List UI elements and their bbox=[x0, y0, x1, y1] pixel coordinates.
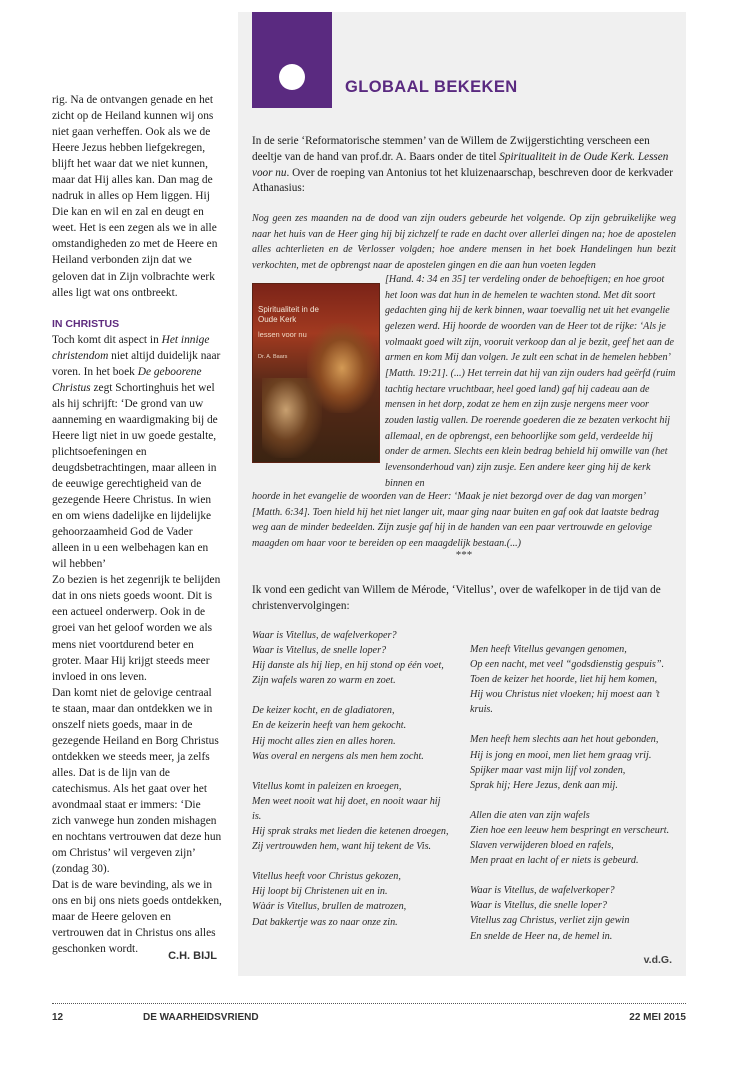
poem-stanza bbox=[252, 703, 452, 763]
book-cover-author: Dr. A. Baars bbox=[258, 354, 288, 360]
poem-line: De keizer kocht, en de gladiatoren, bbox=[252, 705, 395, 717]
section-badge bbox=[252, 12, 332, 108]
poem-line: Hij is jong en mooi, men liet hem graag vrij. bbox=[470, 749, 652, 761]
poem-intro: Ik vond een gedicht van Willem de Mérode, ‘Vitellus’, over de wafelkoper in de tijd van de christenvervolgingen: bbox=[252, 584, 661, 612]
signoff-initials: v.d.G. bbox=[643, 954, 672, 966]
author-name: C.H. BIJL bbox=[168, 950, 217, 962]
panel-title: GLOBAAL BEKEKEN bbox=[345, 78, 518, 96]
poem-stanza bbox=[470, 883, 670, 943]
poem-line: Zien hoe een leeuw hem bespringt en verscheurt. bbox=[470, 824, 670, 836]
poem-line: Hij mocht alles zien en alles horen. bbox=[252, 735, 396, 747]
poem-column-left bbox=[252, 628, 452, 945]
left-column bbox=[52, 92, 222, 957]
issue-date: 22 MEI 2015 bbox=[629, 1012, 686, 1023]
separator-stars: *** bbox=[455, 549, 473, 561]
book-cover-subtitle: lessen voor nu bbox=[258, 330, 307, 339]
page-number: 12 bbox=[52, 1012, 64, 1023]
poem-line: En snelde de Heer na, de hemel in. bbox=[470, 930, 613, 942]
poem-line: Waar is Vitellus, de snelle loper? bbox=[252, 645, 387, 657]
magazine-name: DE WAARHEIDSVRIEND bbox=[143, 1012, 259, 1023]
poem-line: Hij wou Christus niet vloeken; hij moest aan ’t kruis. bbox=[470, 689, 660, 716]
poem-line: Vitellus komt in paleizen en kroegen, bbox=[252, 780, 402, 792]
poem-stanza bbox=[470, 732, 670, 792]
poem-line: Slaven verwijderen bloed en rafels, bbox=[470, 840, 614, 852]
intro-text: In de serie ‘Reformatorische stemmen’ van de Willem de Zwijgerstichting verscheen een deeltje van de hand van prof.dr. A. Baars onder de titel bbox=[252, 135, 650, 163]
book-cover-image bbox=[252, 283, 380, 463]
poem-line: En de keizerin heeft van hem gekocht. bbox=[252, 720, 407, 732]
paragraph-text: niet altijd duidelijk naar voren. In het boek bbox=[52, 349, 221, 378]
section-heading: IN CHRISTUS bbox=[52, 317, 120, 330]
poem-line: Toen de keizer het hoorde, liet hij hem komen, bbox=[470, 674, 658, 686]
poem-stanza bbox=[252, 779, 452, 854]
poem-line: Allen die aten van zijn wafels bbox=[470, 809, 590, 821]
quote-bottom: hoorde in het evangelie de woorden van de Heer: ‘Maak je niet bezorgd over de dag van morgen’ [Matth. 6:34]. Toen hield hij het niet langer uit, maar ging naar buiten en gaf ook dat laatste bedrag weg aan de minder bedeelden. Zijn zusje gaf hij in de handen van een paar vertrouwde en gelovige maagden om haar voor te bereiden op een maagdelijk bestaan.(...) bbox=[252, 491, 659, 549]
left-paragraph-1: rig. Na de ontvangen genade en het zicht op de Heiland kunnen wij ons niet gaan verheffen. Ook als we de Heere Jezus hebben liefgekregen, blijft het waar dat we niet kunnen, maar dat Hij alles kan. Dan mag de nadruk in alles op Hem liggen. Hij Die kan en wil en zal en deugt en weet. Het is een zegen als we in alle omstandigheden zo met de Heere en Heiland verbonden zijn dat we geloven dat in Zijn volbrachte werk alles ligt wat ons ontbreekt. bbox=[52, 94, 218, 299]
left-paragraph-5: Dat is de ware bevinding, als we in ons en bij ons niets goeds ontdekken, maar de Heere geloven en vertrouwen dat in Christus ons alles geschonken wordt. bbox=[52, 879, 222, 956]
footer-divider bbox=[52, 1003, 686, 1004]
poem-line: Waar is Vitellus, de wafelverkoper? bbox=[252, 630, 397, 641]
book-title-italic: Het innige christendom bbox=[52, 333, 210, 362]
poem-line: Was overal en nergens als men hem zocht. bbox=[252, 750, 424, 762]
poem-stanza bbox=[470, 642, 670, 717]
quote-beside-book: [Hand. 4: 34 en 35] ter verdeling onder de behoeftigen; en hoe groot het loon was dat hun in de hemelen te wachten stond. Met dit soort gedachten ging hij de kerk binnen, waar toevallig net uit het evangelie gelezen werd. Hij hoorde de woorden van de Heer tot de rijke: ‘Als je volmaakt goed wilt zijn, vooruit verkoop dan al je bezit, geef het aan de armen en kom Mij dan volgen. Je zult een schat in de hemelen hebben’ [Matth. 19:21]. (...) Het terrein dat hij van zijn ouders had geërfd (ruim tachtig hectare vruchtbaar, heel goed land) gaf hij cadeau aan de mensen in het dorp, zodat ze hem en zijn zusje nergens meer voor zouden lastig vallen. De roerende goederen die ze bezaten verkocht hij allemaal, en de opbrengst, een behoorlijke som geld, verdeelde hij onder de armen. Slechts een klein bedrag behield hij omwille van (het levensonderhoud van) zijn zusje. Een andere keer ging hij de kerk binnen en bbox=[385, 274, 676, 489]
paragraph-text: Toch komt dit aspect in bbox=[52, 333, 162, 346]
poem-line: Men praat en lacht of er niets is gebeurd. bbox=[470, 855, 639, 867]
left-paragraph-3: Zo bezien is het zegenrijk te belijden dat in ons niets goeds woont. Dit is een actueel onderwerp. Ook in de groei van het geloof worden we als mens niet voortdurend beter en groter. Maar Hij krijgt steeds meer invloed in ons leven. bbox=[52, 574, 221, 683]
book-title-italic: De geboorene Christus bbox=[52, 365, 202, 394]
poem-line: Zij vertrouwden hem, want hij tekent de Vis. bbox=[252, 841, 432, 853]
intro-paragraph bbox=[252, 134, 676, 197]
quote-top: Nog geen zes maanden na de dood van zijn ouders gebeurde het volgende. Op zijn gebruikelijke weg naar het huis van de Heer ging hij bij zichzelf te rade en dacht over allerlei dingen na; hoe de apostelen alles achterlieten en de Verlosser volgden; hoe andere mensen in het boek Handelingen hun bezit verkochten, met de opbrengst naar de apostelen gingen en die aan hun voeten legden bbox=[252, 213, 676, 271]
intro-text: . Over de roeping van Antonius tot het kluizenaarschap, beschreven door de kerkvader Athanasius: bbox=[252, 166, 673, 195]
poem-stanza bbox=[252, 628, 452, 688]
poem-line: Op een nacht, met veel “godsdienstig gespuis”. bbox=[470, 659, 665, 671]
poem-stanza bbox=[252, 869, 452, 929]
poem-line: Spijker maar vast mijn lijf vol zonden, bbox=[470, 764, 626, 776]
poem-line: Zijn wafels waren zo warm en zoet. bbox=[252, 675, 396, 687]
poem-line: Dat bakkertje was zo naar onze zin. bbox=[252, 916, 398, 928]
cover-painting-figure bbox=[262, 378, 322, 458]
poem-line: Men heeft Vitellus gevangen genomen, bbox=[470, 644, 627, 655]
poem-stanza bbox=[470, 808, 670, 868]
poem-line: Men heeft hem slechts aan het hout gebonden, bbox=[470, 734, 659, 746]
poem-line: Waar is Vitellus, de wafelverkoper? bbox=[470, 885, 615, 897]
left-paragraph-2 bbox=[52, 332, 222, 573]
poem-line: Hij sprak straks met lieden die ketenen droegen, bbox=[252, 826, 449, 838]
poem-line: Hij danste als hij liep, en hij stond op één voet, bbox=[252, 660, 444, 672]
poem-line: Men weet nooit wat hij doet, en nooit waar hij is. bbox=[252, 795, 441, 822]
book-title-italic: Spiritualiteit in de Oude Kerk. Lessen voor nu bbox=[252, 150, 669, 179]
poem-line: Vitellus heeft voor Christus gekozen, bbox=[252, 871, 401, 883]
book-cover-title: Spiritualiteit in de Oude Kerk bbox=[258, 305, 319, 324]
poem-line: Sprak hij; Here Jezus, denk aan mij. bbox=[470, 779, 618, 791]
left-paragraph-4: Dan komt niet de gelovige centraal te staan, maar dan ontdekken we in onszelf niets goeds, maar in de gezegende Heiland en Borg Christus ontdekken we steeds meer, ja zelfs alles. Dat is de lijn van de catechismus. Als het gaat over het avondmaal staat er immers: ‘Die zich vanwege hun zonden mishagen en nochtans vertrouwen dat deze hun om Christus’ wil vergeven zijn’ (zondag 30). bbox=[52, 686, 222, 876]
poem-line: Vitellus zag Christus, verliet zijn gewin bbox=[470, 915, 630, 927]
poem-line: Wàár is Vitellus, brullen de matrozen, bbox=[252, 901, 407, 913]
poem-column-right bbox=[470, 642, 670, 959]
paragraph-text: zegt Schortinghuis het wel als hij schrijft: ‘De grond van uw aanneming en waardigmaking bij de Heere ligt niet in uw goede gestalte, plichtsoefeningen en deugdsbetrachtingen, maar alleen in de eeuwige gerechtigheid van de gezegende Heere Christus. In wien en om wiens dadelijke en lijdelijke gehoorzaamheid God de Vader alleen in u een welbehagen kan en wil hebben’ bbox=[52, 381, 218, 571]
poem-line: Waar is Vitellus, die snelle loper? bbox=[470, 900, 607, 912]
circle-icon bbox=[279, 64, 305, 90]
poem-line: Hij loopt bij Christenen uit en in. bbox=[252, 886, 388, 898]
